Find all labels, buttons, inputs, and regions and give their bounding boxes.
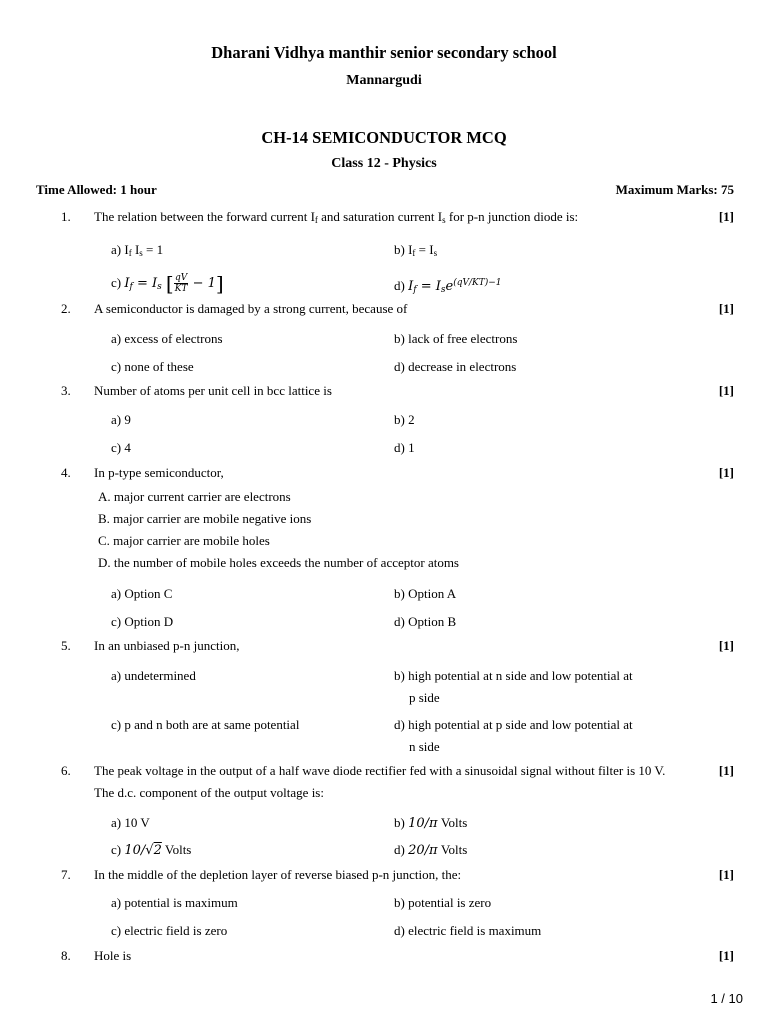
option-b[interactable]: b) Option A: [394, 586, 457, 601]
question-marks: [1]: [718, 383, 734, 398]
question-marks: [1]: [718, 867, 734, 882]
option-b[interactable]: b) 10/π Volts: [394, 815, 468, 831]
question-2: [0, 299, 768, 319]
options-row: [0, 271, 768, 295]
question-8: [0, 946, 768, 966]
statement-a: A. major current carrier are electrons: [98, 489, 291, 504]
time-allowed: Time Allowed: 1 hour: [36, 182, 157, 197]
option-c[interactable]: c) 10/√2 Volts: [111, 842, 192, 858]
statement-row: [0, 487, 768, 507]
question-5: [0, 636, 768, 656]
option-b[interactable]: b) 2: [394, 412, 415, 427]
option-a[interactable]: a) undetermined: [111, 668, 196, 683]
statement-c: C. major carrier are mobile holes: [98, 533, 270, 548]
question-text: The relation between the forward current $I_f$ and saturation current $I_s$ for p-n junction diode is:: [94, 209, 579, 225]
question-marks: [1]: [718, 465, 734, 480]
option-b[interactable]: b) potential is zero: [394, 895, 492, 910]
question-1: [0, 207, 768, 227]
school-name: Dharani Vidhya manthir senior secondary school: [211, 43, 557, 62]
question-number: 1.: [61, 209, 71, 224]
option-c[interactable]: c) none of these: [111, 359, 194, 374]
question-number: 3.: [61, 383, 71, 398]
options-row: [0, 666, 768, 686]
option-a[interactable]: a) potential is maximum: [111, 895, 238, 910]
statement-d: D. the number of mobile holes exceeds the number of acceptor atoms: [98, 555, 459, 570]
question-text: Number of atoms per unit cell in bcc lattice is: [94, 383, 332, 398]
statement-row: [0, 509, 768, 529]
options-row: [0, 612, 768, 632]
options-row: [0, 357, 768, 377]
question-text: Hole is: [94, 948, 132, 963]
option-d[interactable]: d) Option B: [394, 614, 457, 629]
option-c[interactable]: c) 4: [111, 440, 131, 455]
question-7: [0, 865, 768, 885]
option-a[interactable]: a) 9: [111, 412, 131, 427]
question-text: The peak voltage in the output of a half wave diode rectifier fed with a sinusoidal signal without filter is 10 V.: [94, 763, 666, 778]
question-text: A semiconductor is damaged by a strong current, because of: [94, 301, 408, 316]
statement-b: B. major carrier are mobile negative ions: [98, 511, 312, 526]
option-d[interactable]: d) $I_f = I_se^{(qV/KT)-1}$: [394, 278, 502, 295]
question-marks: [1]: [718, 638, 734, 653]
options-row: [0, 715, 768, 735]
option-b[interactable]: b) $I_f = I_s$: [394, 242, 438, 258]
question-number: 5.: [61, 638, 71, 653]
option-a[interactable]: a) 10 V: [111, 815, 150, 830]
option-d[interactable]: d) 1: [394, 440, 415, 455]
option-c[interactable]: c) $I_f = I_s$ [ $\frac{qV}{KT}$ − 1]: [111, 271, 224, 296]
question-text: In an unbiased p-n junction,: [94, 638, 240, 653]
options-row: [0, 893, 768, 913]
question-3: [0, 381, 768, 401]
option-c[interactable]: c) electric field is zero: [111, 923, 228, 938]
question-number: 2.: [61, 301, 71, 316]
page-number: 1 / 10: [710, 991, 743, 1006]
school-location: Mannargudi: [346, 73, 422, 88]
question-text-continued: The d.c. component of the output voltage is:: [94, 785, 324, 800]
question-marks: [1]: [718, 209, 734, 224]
options-row-continued: [0, 737, 768, 757]
options-row: [0, 240, 768, 260]
option-b[interactable]: b) lack of free electrons: [394, 331, 518, 346]
options-row-continued: [0, 688, 768, 708]
options-row: [0, 329, 768, 349]
question-text: In p-type semiconductor,: [94, 465, 224, 480]
option-d[interactable]: d) electric field is maximum: [394, 923, 542, 938]
question-marks: [1]: [718, 301, 734, 316]
option-a[interactable]: a) excess of electrons: [111, 331, 223, 346]
question-6: [0, 761, 768, 781]
option-d[interactable]: d) 20/π Volts: [394, 842, 468, 858]
question-number: 7.: [61, 867, 71, 882]
question-number: 8.: [61, 948, 71, 963]
option-d[interactable]: d) high potential at p side and low potential at: [394, 717, 633, 732]
option-c[interactable]: c) Option D: [111, 614, 174, 629]
statement-row: [0, 553, 768, 573]
option-a[interactable]: a) $I_f$ $I_s = 1$: [111, 242, 164, 258]
maximum-marks: Maximum Marks: 75: [615, 182, 734, 197]
paper-subtitle: Class 12 - Physics: [331, 156, 437, 171]
question-number: 4.: [61, 465, 71, 480]
paper-title: CH-14 SEMICONDUCTOR MCQ: [261, 128, 507, 147]
options-row: [0, 813, 768, 833]
options-row: [0, 438, 768, 458]
question-text: In the middle of the depletion layer of reverse biased p-n junction, the:: [94, 867, 462, 882]
option-a[interactable]: a) Option C: [111, 586, 173, 601]
option-d-continued[interactable]: n side: [409, 739, 440, 754]
options-row: [0, 410, 768, 430]
options-row: [0, 921, 768, 941]
question-marks: [1]: [718, 948, 734, 963]
option-d[interactable]: d) decrease in electrons: [394, 359, 517, 374]
fraction: $\frac{qV}{KT}$: [174, 273, 188, 294]
options-row: [0, 840, 768, 860]
question-marks: [1]: [718, 763, 734, 778]
statement-row: [0, 531, 768, 551]
option-c[interactable]: c) p and n both are at same potential: [111, 717, 300, 732]
question-6-continued: [0, 783, 768, 803]
option-b[interactable]: b) high potential at n side and low potential at: [394, 668, 633, 683]
question-4: [0, 463, 768, 483]
options-row: [0, 584, 768, 604]
question-number: 6.: [61, 763, 71, 778]
option-b-continued[interactable]: p side: [409, 690, 440, 705]
